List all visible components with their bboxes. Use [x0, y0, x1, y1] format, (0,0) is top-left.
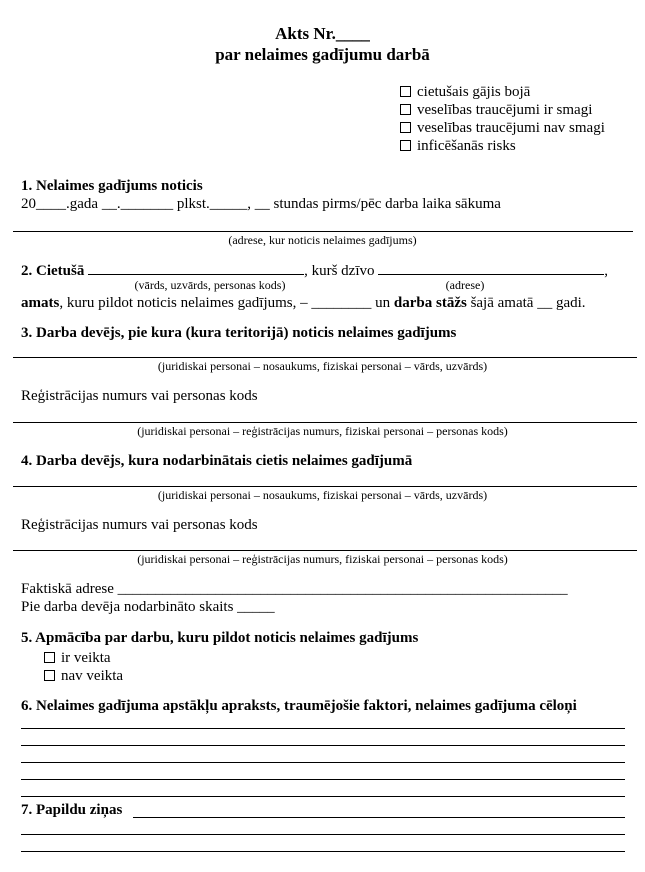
section3-name-line[interactable] — [13, 357, 637, 358]
severity-option[interactable]: veselības traucējumi ir smagi — [400, 101, 605, 119]
section3-reg-line[interactable] — [13, 422, 637, 423]
section1-address-note: (adrese, kur noticis nelaimes gadījums) — [228, 233, 417, 247]
section4-name-line[interactable] — [13, 486, 637, 487]
section4-heading: 4. Darba devējs, kura nodarbinātais cietis nelaimes gadījumā — [21, 453, 413, 469]
checkbox-icon[interactable] — [400, 104, 411, 115]
checkbox-icon[interactable] — [400, 86, 411, 97]
section4-reg-label: Reģistrācijas numurs vai personas kods — [21, 517, 258, 533]
victim-name-field[interactable] — [88, 262, 304, 275]
checkbox-icon[interactable] — [44, 652, 55, 663]
section6-heading: 6. Nelaimes gadījuma apstākļu apraksts, traumējošie faktori, nelaimes gadījuma cēloņi — [21, 698, 577, 714]
checkbox-icon[interactable] — [400, 122, 411, 133]
section2-heading: 2. Cietušā — [21, 263, 85, 279]
section3-reg-note: (juridiskai personai – reģistrācijas numurs, fiziskai personai – personas kods) — [137, 424, 508, 438]
section4-employees-line[interactable]: Pie darba devēja nodarbināto skaits _____ — [21, 599, 275, 615]
section1-date-line[interactable]: 20____.gada __._______ plkst._____, __ stundas pirms/pēc darba laika sākuma — [21, 196, 501, 212]
section3-name-note: (juridiskai personai – nosaukums, fiziskai personai – vārds, uzvārds) — [157, 359, 488, 373]
section1-address-line[interactable] — [13, 231, 633, 232]
section4-reg-line[interactable] — [13, 550, 637, 551]
section3-reg-label: Reģistrācijas numurs vai personas kods — [21, 388, 258, 404]
severity-checkbox-list — [400, 83, 605, 155]
document-title: Akts Nr.____ — [275, 24, 370, 43]
description-line[interactable] — [21, 762, 625, 763]
victim-name-note: (vārds, uzvārds, personas kods) — [134, 278, 286, 292]
checkbox-icon[interactable] — [400, 140, 411, 151]
training-option[interactable]: ir veikta — [44, 649, 123, 667]
description-line[interactable] — [21, 779, 625, 780]
victim-address-field[interactable] — [378, 262, 604, 275]
victim-address-note: (adrese) — [445, 278, 485, 292]
section2-position-line[interactable]: amats, kuru pildot noticis nelaimes gadījums, – ________ un darba stāžs šajā amatā __ gadi. — [21, 295, 586, 311]
severity-option[interactable]: inficēšanās risks — [400, 137, 605, 155]
additional-info-line[interactable] — [133, 817, 625, 818]
section2-line1: 2. Cietušā , kurš dzīvo , — [21, 263, 609, 279]
description-line[interactable] — [21, 728, 625, 729]
section4-name-note: (juridiskai personai – nosaukums, fiziskai personai – vārds, uzvārds) — [157, 488, 488, 502]
section4-address-line[interactable]: Faktiskā adrese ____________________________________________________________ — [21, 581, 568, 597]
additional-info-line[interactable] — [21, 834, 625, 835]
training-option[interactable]: nav veikta — [44, 667, 123, 685]
section7-heading: 7. Papildu ziņas — [21, 802, 123, 818]
description-line[interactable] — [21, 745, 625, 746]
severity-option[interactable]: cietušais gājis bojā — [400, 83, 605, 101]
section1-heading: 1. Nelaimes gadījums noticis — [21, 178, 203, 194]
training-checkbox-list — [44, 649, 123, 685]
section4-reg-note: (juridiskai personai – reģistrācijas numurs, fiziskai personai – personas kods) — [137, 552, 508, 566]
severity-option[interactable]: veselības traucējumi nav smagi — [400, 119, 605, 137]
section3-heading: 3. Darba devējs, pie kura (kura teritorijā) noticis nelaimes gadījums — [21, 325, 457, 341]
additional-info-line[interactable] — [21, 851, 625, 852]
description-line[interactable] — [21, 796, 625, 797]
section5-heading: 5. Apmācība par darbu, kuru pildot noticis nelaimes gadījums — [21, 630, 419, 646]
document-subtitle: par nelaimes gadījumu darbā — [215, 45, 430, 64]
checkbox-icon[interactable] — [44, 670, 55, 681]
